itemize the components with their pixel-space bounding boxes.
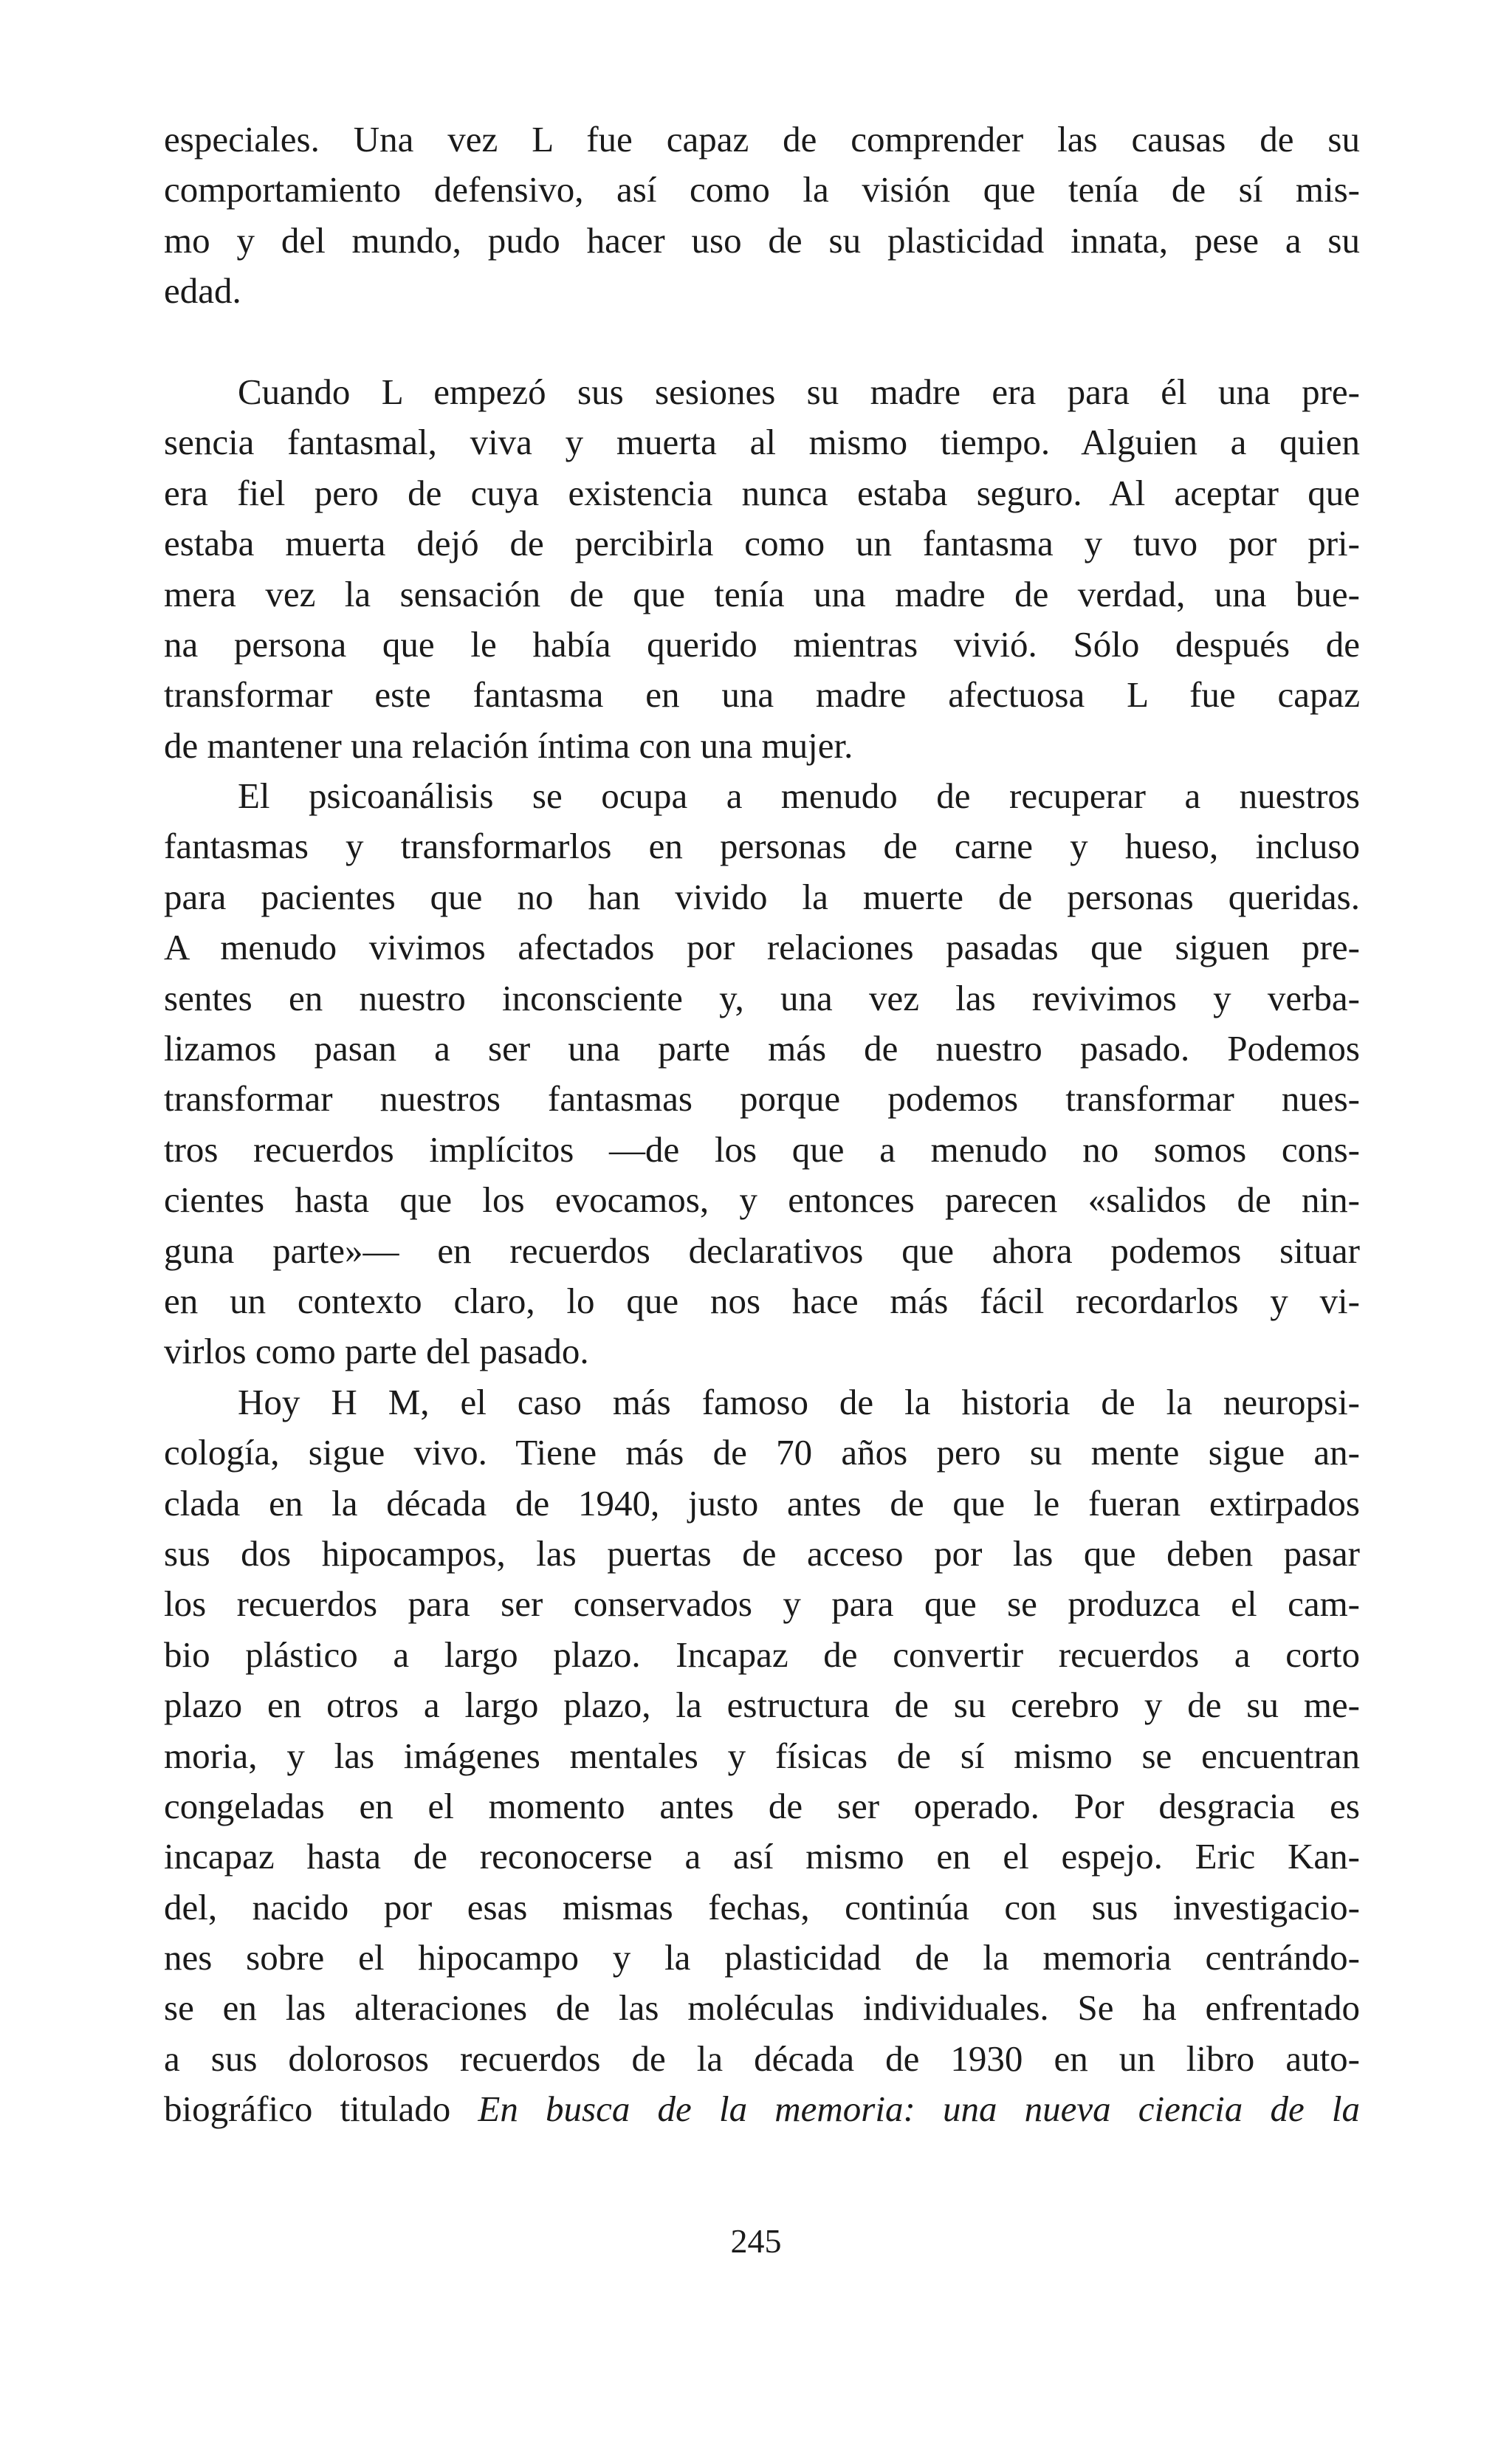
text-line: nes sobre el hipocampo y la plasticidad de la memoria centrándo- xyxy=(164,1937,1360,1978)
text-line: clada en la década de 1940, justo antes de que le fueran extirpados xyxy=(164,1482,1360,1524)
text-segment: biográfico titulado xyxy=(164,2088,478,2130)
text-line: A menudo vivimos afectados por relaciones pasadas que siguen pre- xyxy=(164,927,1360,968)
text-line: incapaz hasta de reconocerse a así mismo en el espejo. Eric Kan- xyxy=(164,1836,1360,1877)
text-line: edad. xyxy=(164,270,241,312)
text-line: mera vez la sensación de que tenía una madre de verdad, una bue- xyxy=(164,573,1360,614)
text-line: cientes hasta que los evocamos, y entonces parecen «salidos de nin- xyxy=(164,1179,1360,1221)
text-line: sentes en nuestro inconsciente y, una vez las revivimos y verba- xyxy=(164,977,1360,1018)
text-line: sencia fantasmal, viva y muerta al mismo tiempo. Alguien a quien xyxy=(164,422,1360,463)
text-line: congeladas en el momento antes de ser operado. Por desgracia es xyxy=(164,1785,1360,1826)
text-line: moria, y las imágenes mentales y físicas de sí mismo se encuentran xyxy=(164,1735,1360,1776)
text-line: sus dos hipocampos, las puertas de acceso por las que deben pasar xyxy=(164,1532,1360,1574)
text-line: fantasmas y transformarlos en personas de carne y hueso, incluso xyxy=(164,826,1360,867)
text-line: Hoy H M, el caso más famoso de la historia de la neuropsi- xyxy=(238,1381,1360,1422)
text-line: bio plástico a largo plazo. Incapaz de convertir recuerdos a corto xyxy=(164,1634,1360,1675)
text-line-final xyxy=(164,2084,1360,2134)
text-line: El psicoanálisis se ocupa a menudo de recuperar a nuestros xyxy=(238,775,1360,817)
text-line: se en las alteraciones de las moléculas individuales. Se ha enfrentado xyxy=(164,1987,1360,2029)
paragraph-1 xyxy=(164,114,1360,317)
text-line: del, nacido por esas mismas fechas, continúa con sus investigacio- xyxy=(164,1886,1360,1927)
text-line: de mantener una relación íntima con una mujer. xyxy=(164,724,853,766)
text-line: especiales. Una vez L fue capaz de comprender las causas de su xyxy=(164,119,1360,160)
section-gap xyxy=(164,317,1360,367)
text-line: guna parte»— en recuerdos declarativos que ahora podemos situar xyxy=(164,1230,1360,1271)
paragraph-3 xyxy=(164,771,1360,1377)
text-line: na persona que le había querido mientras vivió. Sólo después de xyxy=(164,623,1360,665)
text-line: tros recuerdos implícitos —de los que a menudo no somos cons- xyxy=(164,1128,1360,1170)
text-line: en un contexto claro, lo que nos hace más fácil recordarlos y vi- xyxy=(164,1280,1360,1321)
body-text xyxy=(164,114,1360,2135)
text-line: comportamiento defensivo, así como la visión que tenía de sí mis- xyxy=(164,169,1360,210)
text-line: mo y del mundo, pudo hacer uso de su plasticidad innata, pese a su xyxy=(164,219,1360,261)
page-number: 245 xyxy=(730,2222,782,2260)
text-line: para pacientes que no han vivido la muerte de personas queridas. xyxy=(164,876,1360,917)
text-line: estaba muerta dejó de percibirla como un fantasma y tuvo por pri- xyxy=(164,523,1360,564)
paragraph-2 xyxy=(164,367,1360,771)
text-line: los recuerdos para ser conservados y para que se produzca el cam- xyxy=(164,1583,1360,1625)
paragraph-4 xyxy=(164,1377,1360,2135)
text-line: plazo en otros a largo plazo, la estructura de su cerebro y de su me- xyxy=(164,1685,1360,1726)
text-line: cología, sigue vivo. Tiene más de 70 años pero su mente sigue an- xyxy=(164,1432,1360,1473)
book-title-italic: En busca de la memoria: una nueva ciencia de la xyxy=(478,2088,1360,2130)
text-line: virlos como parte del pasado. xyxy=(164,1331,589,1372)
text-line: transformar nuestros fantasmas porque podemos transformar nues- xyxy=(164,1078,1360,1120)
text-line: a sus dolorosos recuerdos de la década de 1930 en un libro auto- xyxy=(164,2038,1360,2079)
text-line: Cuando L empezó sus sesiones su madre era para él una pre- xyxy=(238,371,1360,412)
text-line: transformar este fantasma en una madre afectuosa L fue capaz xyxy=(164,674,1360,716)
text-line: era fiel pero de cuya existencia nunca estaba seguro. Al aceptar que xyxy=(164,472,1360,513)
text-line: lizamos pasan a ser una parte más de nuestro pasado. Podemos xyxy=(164,1028,1360,1069)
